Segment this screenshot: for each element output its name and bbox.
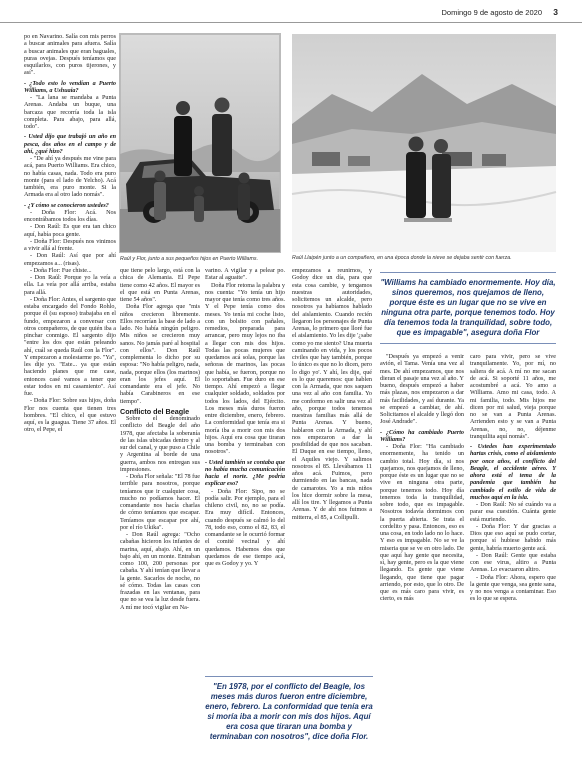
paragraph: - "De ahí ya después me vine para acá, para Puerto Williams. Era chico, no había casas, nada. Todo era puro monte (para el lado de Yelcho). Acá también, era puro monte. Si la Armada era al otro lado nomás". <box>24 156 116 199</box>
paragraph: - Doña Flor: Antes, el sargento que estaba encargado del Fondo Rohlo, porque él (su esposo) trabajaba en el fundo, empezaron a conversar con otros compañeros, de que quién iba a pinchar conmigo. El sargento dijo "entre los dos que están peleando ahí, cuál se queda Raúl con la Flor". Y empezaron a molestarme po. "Ya", les dije yo. "Este... ya que están haciendo planes que me case, entonces casé vamos a tener que estar todos en mi casamiento". Así fue. <box>24 296 117 397</box>
interview-question: - ¿Y cómo se conocieron ustedes? <box>24 202 109 209</box>
paragraph: po en Navarino. Salía con mis perros a buscar animales para afuera. Salía a buscar animales que eran baguales, puras ovejas. Después teníamos que esquilarlos, con puros tijerones, y así". <box>24 34 116 77</box>
interview-question: - Usted también se contaba que no había mucha comunicación hacia el norte. ¿Me podría explicar eso? <box>205 459 285 488</box>
column-5 <box>380 354 464 766</box>
paragraph: - Don Raúl: Así que por ahí empezamos a... (risas). <box>24 253 116 267</box>
paragraph: "Después ya empezó a venir avión, el Tama. Venía una vez al mes. De ahí empezamos, que nos dieran el pasaje una vez al año. Y bueno, después empezó a haber más plazas, nos empezaron a dar más facilidades, y así durante. Ya se empezó a cambiar, de ahí. Solicitamos el alcalde y llegó don José Andrade". <box>380 354 464 426</box>
paragraph: - Doña Flor: Y dar gracias a Dios que eso aquí se pudo cortar, porque sí hubiese habido más gente, habría muerto gente acá. <box>470 523 556 552</box>
paragraph: - Don Raúl: Gente que estaba con ese virus, altiro a Punta Arenas. Lo evacuaron altiro. <box>470 552 556 574</box>
column-6 <box>470 354 556 766</box>
column-1 <box>24 34 116 764</box>
pull-quote-rule-top <box>205 676 373 677</box>
paragraph: Doña Flor retoma la palabra y nos cuenta: "Yo tenía un hijo mayor que tenía como tres años. Y el Pepe tenía como dos meses. Yo tenía mi coche listo, con un bolsito con pañales, remedios, preparada para arrancar, pero muy lejos no iba a llegar con mis dos hijos. Todas las pocas mujeres que quedamos acá solas, porque las señoras de marinos, las pocas que había, se fueron, porque no lo soportaban. Fue duro en ese tiempo. Ahí empezó a llegar cualquier soldado, soldados por todos los lados, del Ejército. Los meses más duros fueron entre diciembre, enero, febrero. La conformidad que tenía era si moría iba a morir con mis dos hijos. Aquí era cosa que tiraran una bomba y terminaban con nosotros". <box>205 282 285 456</box>
paragraph: empezamos a reunirnos, y Godoy dice un día, para que esta cosa cambie, y tengamos nuestras autoridades, solicitemos un alcalde, pero nosotros ya habíamos hablado del aislamiento. Cuando recién llegaron los personajes de Punta Arenas, lo primero que lloré fue el aislamiento. Yo les dije '¿sabe como yo me siento? Una muerta caminando en vida, y los pocos civiles que hay también, porque lo único es que no lo dicen, pero lo digo yo'. Y ahí, les dije, qué es lo que queremos: que hablen con la Armada, que nos saquen una vez al año con familia. Yo me conformo en salir una vez al año, porque todos tenemos nuestras familias más allá de Punta Arenas. Y bueno, hablaron con la Armada, y ahí nos empezaron a dar la posibilidad de que nos sacaban. El Duque en ese tiempo, lleno, el Aquiles viejo. Y salimos nosotros el 85. Llevábamos 11 años acá. Fuimos, pero durmiendo en las bancas, nada de camarotes. Yo a mis niños los hice dormir sobre la mesa, allí los tire. Y llegamos a Punta Arenas. Y de ahí nos fuimos a mitterra, el 85, a Collipulli. <box>292 268 372 521</box>
photo-snow-town <box>292 34 556 252</box>
photo-family-caption: Raúl y Flor, junto a sus pequeños hijos en Puerto Williams. <box>120 256 259 262</box>
paragraph: que tiene pelo largo, está con la chica de Alemania. El Pepe tiene como 42 años. El mayor es el que está en Punta Arenas, tiene 54 años". <box>120 268 200 303</box>
interview-question: - ¿Cómo ha cambiado Puerto Williams? <box>380 429 464 443</box>
pull-quote-williams <box>380 272 556 344</box>
paragraph: - Don Raúl: Es que era tan chico aquí, había poca gente. <box>24 224 116 238</box>
photo-family-image <box>120 34 280 252</box>
paragraph: - Doña Flor: Ahora, espero que la gente que venga, sea gente sana, y no nos venga a contaminar. Eso es lo que se espera. <box>470 574 556 603</box>
paragraph: - Doña Flor: "Ha cambiado enormemente, ha tenido un cambio total. Hoy día, si nos quejamos, nos quejamos de lleno, porque éste es un lugar que no se vive en ninguna otra parte, porque tenemos todo. Hoy día tenemos toda la tranquilidad, sobre todo, que es impagable. Nosotros todavía dormimos con la puerta abierta. Se trata el cordelito y pasa. Entonces, eso es una cosa, en todo lado no lo hace. Y eso es impagable. No se ve la miseria que se ve en otro lado. De que aquí hay gente que necesita, sí, hay gente, pero es la que viene llegando. Es gente que viene llegando, que tiene que pagar arriendo, por esto, que lo otro. De que es más caro para vivir, es cierto, es más <box>380 444 464 603</box>
section-subheading: Conflicto del Beagle <box>120 406 190 416</box>
pull-quote-rule-bottom <box>380 343 556 344</box>
interview-question: - Ustedes han experimentado hartas crisis, como el aislamiento por once años, el conflicto del Beagle, el accidente aéreo. Y ahora está el tema de la pandemia que también ha cambiado el estilo de vida de muchos aquí en la isla. <box>470 444 556 501</box>
pull-quote-text: "Williams ha cambiado enormemente. Hoy día, sinos queremos, nos quejamos de lleno, porque éste es un lugar que no se vive en ninguna otra parte, porque tenemos todo. Hoy día tenemos toda la tranquilidad, sobre todo, que es impagable", asegura doña Flor <box>380 278 556 337</box>
paragraph: - Doña Flor: Fue chiste... <box>30 267 92 274</box>
paragraph: caro para vivir, pero se vive tranquilamente. Yo, por mí, no saliera de acá. A mí no me sacan de acá. Si soporté 11 años, me acostumbré a acá. Yo amo a Williams. Amo mi casa, todo. A mi familia, todo. Mis hijos me dicen por mi salud, vieja porque no se van a Punta Arenas. Arrienden esto y se van a Punta Arenas, no, no, déjenme tranquilita aquí nomás". <box>470 354 556 440</box>
paragraph: - Don Raúl agrega: "Ocho cabañas hicieron los infantes de marina, aquí, abajo. Ahí, en un bajo ahí, en un monte. Entraban como 100, 200 personas por cabaña. Y ahí tenían que llevar a la gente. Sacarlos de noche, no sé cómo. Todas las casas con frazadas en las ventanas, para que no se vea la luz desde fuera. A mí me tocó vigilar en Na- <box>120 532 200 611</box>
pull-quote-beagle <box>205 676 373 742</box>
interview-question: - ¿Todo esto lo vendían a Puerto Williams, a Ushuaia? <box>24 80 116 94</box>
paragraph: Sobre el denominado conflicto del Beagle del año 1978, que afectaba la soberanía de las islas ubicadas dentro y al sur del canal, y que puso a Chile y Argentina al borde de una guerra, ambos nos entregan sus impresiones. <box>120 416 200 473</box>
paragraph: - Doña Flor: Sipo, no se podía salir. Por ejemplo, para el chileno civil, no, no se podía. Era muy difícil. Entonces, cuando después se calmó lo del 78, todo eso, como el 82, 83, el comandante se le ocurrió formar el comité vecinal y ahí quedamos. Habemos dos que quedamos de ese tiempo acá, que es Godoy y yo. Y <box>205 488 285 567</box>
paragraph: - Don Raúl: No sé cuándo va a parar esa cuestión. Cuánta gente está muriendo. <box>470 502 556 523</box>
page-number: 3 <box>553 7 558 17</box>
pull-quote-text: "En 1978, por el conflicto del Beagle, los meses más duros fueron entre diciembre, enero, febrero. La conformidad que tenía era si moría iba a morir con mis dos hijos. Aquí era cosa que tiraran una bomba y terminaban con nosotros", dice doña Flor. <box>205 682 373 741</box>
paragraph: - Doña Flor señala: "El 78 fue terrible para nosotros, porque teníamos que ir cualquier cosa, mucho no podíamos hacer. El comandante nos hacía charlas de cómo teníamos que escapar. Teníamos que escapar por ahí, por el río Ukika". <box>120 474 200 531</box>
page-header <box>0 0 582 26</box>
pull-quote-rule-top <box>380 272 556 273</box>
paragraph: - Doña Flor: Acá. Nos encontrábamos todos los días. <box>24 209 116 223</box>
column-2 <box>120 268 200 768</box>
paragraph: - "La lana se mandaba a Punta Arenas. Andaba un buque, una barcaza que recorría toda la isla completa. Para abajo, para allá, todo". <box>24 95 116 130</box>
paragraph: - Doña Flor: Sobre sus hijos, doña Flor nos cuenta que tienen tres hombres. "El chico, el que estuvo aquí, es la guagua. Tiene 37 años. El otro, el Pepe, el <box>24 398 116 434</box>
photo-snow-image <box>292 34 556 252</box>
paragraph: Doña Flor agrega que "mis niños crecieron libremente. Ellos recorrían la base de lado a lado. No había ningún peligro. Mis niños se crecieron muy sanos. No jamás paré al hospital con ellos". Don Raúl complementa lo dicho por su esposa: "No había peligro, nada, nada, porque ellos (los marinos) eran los jefes aquí. El comandante era el jefe. No había Carabineros en ese tiempo". <box>120 304 200 405</box>
column-4 <box>292 268 372 558</box>
photo-snow-caption: Raúl Llaipén junto a un compañero, en una época donde la nieve se dejaba sentir con fuerza. <box>292 255 512 261</box>
column-3 <box>205 268 285 567</box>
photo-family-car <box>120 34 280 252</box>
header-rule <box>0 22 582 23</box>
paragraph: varino. A vigilar y a pelear po. Estar al aguaite". <box>205 268 285 282</box>
paragraph: - Don Raúl: Porque yo la veía a ella. La veía por allá arriba, estaba para allá. <box>24 275 116 296</box>
interview-question: - Usted dijo que trabajó un año en pesca, dos años en el campo y de ahí, ¿qué hizo? <box>24 134 116 155</box>
paragraph: - Doña Flor: Después nos vinimos a vivir allá al frente. <box>24 238 116 252</box>
header-date: Domingo 9 de agosto de 2020 <box>441 8 542 17</box>
